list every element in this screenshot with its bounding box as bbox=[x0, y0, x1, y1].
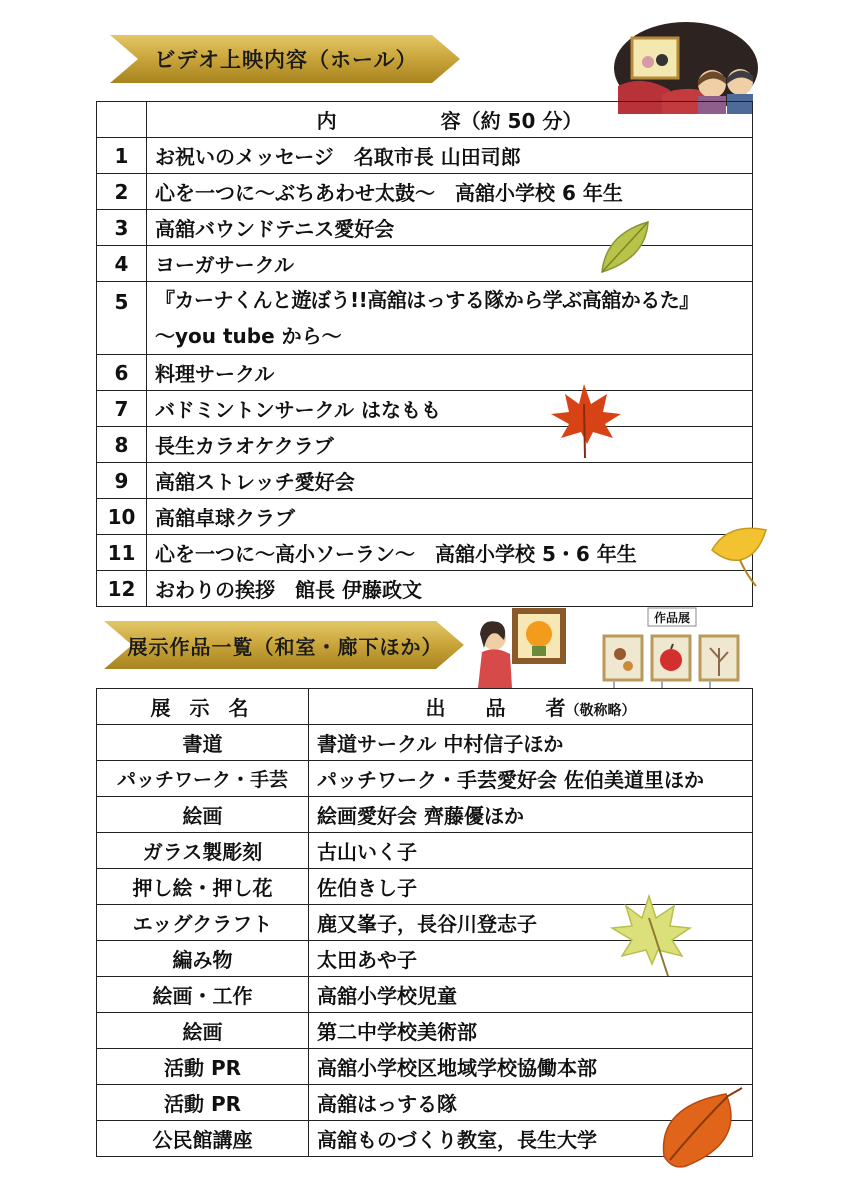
exhibitor: 鹿又峯子，長谷川登志子 bbox=[309, 905, 753, 941]
table-row bbox=[97, 1013, 753, 1049]
row-num: 6 bbox=[97, 355, 147, 391]
exhibitor: 高舘ものづくり教室，長生大学 bbox=[309, 1121, 753, 1157]
table-row bbox=[97, 463, 753, 499]
section2-banner bbox=[104, 619, 466, 671]
leaf-icon bbox=[596, 218, 656, 276]
row-text: 心を一つに～高小ソーラン～ 高舘小学校 5・6 年生 bbox=[147, 535, 753, 571]
row-text: 料理サークル bbox=[147, 355, 753, 391]
row-num: 11 bbox=[97, 535, 147, 571]
table-row bbox=[97, 282, 753, 355]
header-exhibitor-cell bbox=[309, 689, 753, 725]
table-row bbox=[97, 391, 753, 427]
exhibit-name: エッグクラフト bbox=[97, 905, 309, 941]
row-text: お祝いのメッセージ 名取市長 山田司郎 bbox=[147, 138, 753, 174]
row-text: ヨーガサークル bbox=[147, 246, 753, 282]
table-row bbox=[97, 1085, 753, 1121]
table-row bbox=[97, 797, 753, 833]
row-text: おわりの挨拶 館長 伊藤政文 bbox=[147, 571, 753, 607]
exhibit-name: 絵画 bbox=[97, 797, 309, 833]
exhibitor: 古山いく子 bbox=[309, 833, 753, 869]
exhibit-name: 活動 PR bbox=[97, 1085, 309, 1121]
table-row bbox=[97, 571, 753, 607]
video-program-table bbox=[96, 101, 753, 607]
row-text: 高舘ストレッチ愛好会 bbox=[147, 463, 753, 499]
row-num: 9 bbox=[97, 463, 147, 499]
row-num: 5 bbox=[97, 282, 147, 355]
table-row bbox=[97, 174, 753, 210]
table-row bbox=[97, 427, 753, 463]
header-content-b: 容（約 50 分） bbox=[440, 109, 583, 133]
exhibit-name: ガラス製彫刻 bbox=[97, 833, 309, 869]
ginkgo-leaf-icon bbox=[706, 520, 772, 588]
maple-leaf-icon bbox=[545, 380, 623, 460]
row-text: 高舘卓球クラブ bbox=[147, 499, 753, 535]
row-text: 『カーナくんと遊ぼう!!高舘はっする隊から学ぶ高舘かるた』 bbox=[155, 288, 699, 312]
row-num: 12 bbox=[97, 571, 147, 607]
row-num: 2 bbox=[97, 174, 147, 210]
header-exhibitor: 出 品 者 bbox=[425, 696, 566, 720]
table-header-row bbox=[97, 689, 753, 725]
table-row bbox=[97, 1049, 753, 1085]
row-num: 8 bbox=[97, 427, 147, 463]
table-row bbox=[97, 977, 753, 1013]
exhibitor: パッチワーク・手芸愛好会 佐伯美道里ほか bbox=[309, 761, 753, 797]
header-name-cell: 展 示 名 bbox=[97, 689, 309, 725]
exhibitor: 絵画愛好会 齊藤優ほか bbox=[309, 797, 753, 833]
exhibit-name: 公民館講座 bbox=[97, 1121, 309, 1157]
row-num: 1 bbox=[97, 138, 147, 174]
table-row bbox=[97, 1121, 753, 1157]
row-num: 4 bbox=[97, 246, 147, 282]
section1-banner bbox=[110, 33, 462, 85]
table-row bbox=[97, 355, 753, 391]
row-text: 高舘バウンドテニス愛好会 bbox=[147, 210, 753, 246]
row-text-multiline bbox=[147, 282, 753, 355]
exhibit-name: 書道 bbox=[97, 725, 309, 761]
section1-title: ビデオ上映内容（ホール） bbox=[154, 48, 418, 72]
exhibit-name: 絵画 bbox=[97, 1013, 309, 1049]
row-text: 長生カラオケクラブ bbox=[147, 427, 753, 463]
exhibitor: 高舘小学校区地域学校協働本部 bbox=[309, 1049, 753, 1085]
exhibitor: 佐伯きし子 bbox=[309, 869, 753, 905]
table-row bbox=[97, 761, 753, 797]
girl-viewing-painting-icon bbox=[472, 604, 568, 688]
header-note: （敬称略） bbox=[565, 703, 636, 719]
exhibitor: 太田あや子 bbox=[309, 941, 753, 977]
exhibit-name: 編み物 bbox=[97, 941, 309, 977]
table-row bbox=[97, 535, 753, 571]
row-num: 3 bbox=[97, 210, 147, 246]
row-text: 心を一つに～ぶちあわせ太鼓～ 高舘小学校 6 年生 bbox=[147, 174, 753, 210]
table-header-row bbox=[97, 102, 753, 138]
row-num: 7 bbox=[97, 391, 147, 427]
exhibit-sign: 作品展 bbox=[653, 611, 690, 625]
header-content-a: 内 bbox=[316, 109, 337, 133]
maple-leaf-icon bbox=[606, 892, 692, 980]
table-row bbox=[97, 138, 753, 174]
exhibit-name: 押し絵・押し花 bbox=[97, 869, 309, 905]
leaf-icon bbox=[656, 1086, 748, 1170]
row-num: 10 bbox=[97, 499, 147, 535]
exhibitor: 高舘はっする隊 bbox=[309, 1085, 753, 1121]
table-row bbox=[97, 499, 753, 535]
exhibit-name: 活動 PR bbox=[97, 1049, 309, 1085]
row-text-second-line: ～you tube から～ bbox=[155, 324, 342, 348]
exhibitor: 第二中学校美術部 bbox=[309, 1013, 753, 1049]
table-row bbox=[97, 725, 753, 761]
row-text: バドミントンサークル はなもも bbox=[147, 391, 753, 427]
exhibit-name: 絵画・工作 bbox=[97, 977, 309, 1013]
table-row bbox=[97, 833, 753, 869]
exhibitor: 高舘小学校児童 bbox=[309, 977, 753, 1013]
exhibit-name: パッチワーク・手芸 bbox=[97, 761, 309, 797]
section2-title: 展示作品一覧（和室・廊下ほか） bbox=[127, 634, 443, 659]
header-content-cell bbox=[147, 102, 753, 138]
exhibitor: 書道サークル 中村信子ほか bbox=[309, 725, 753, 761]
header-num-cell bbox=[97, 102, 147, 138]
